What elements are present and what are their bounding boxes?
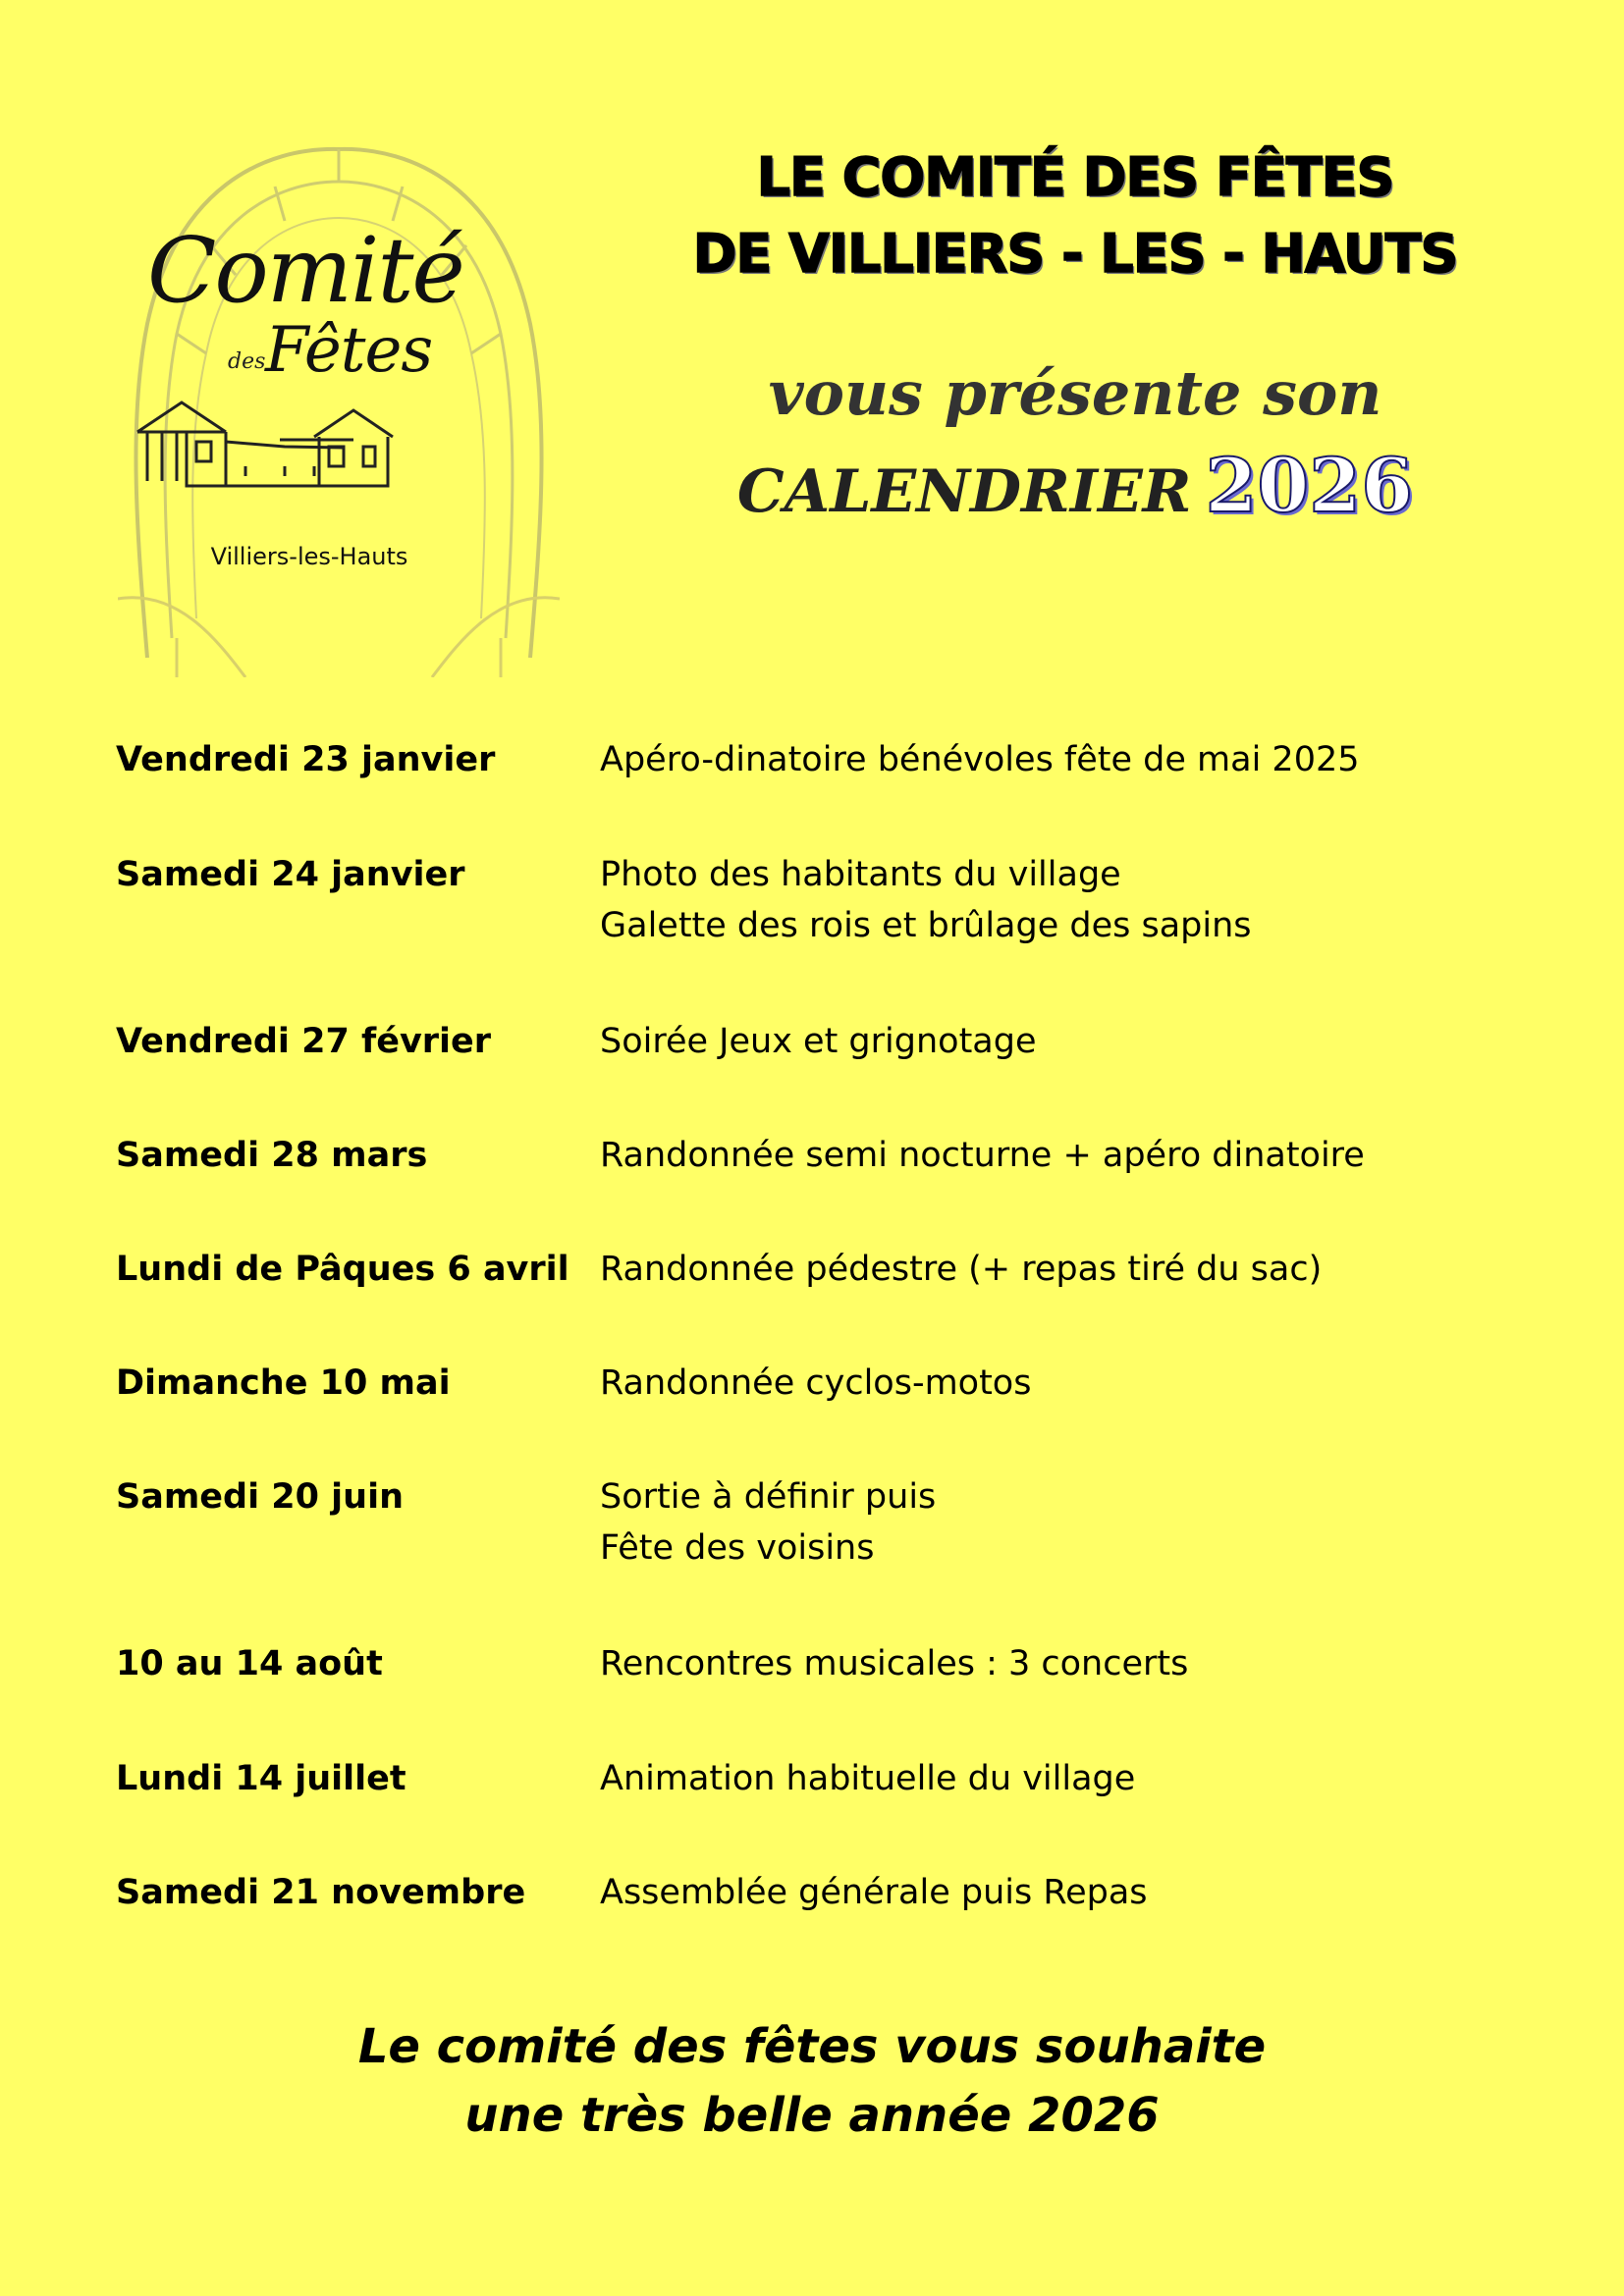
event-description — [600, 734, 1360, 785]
footer-line-2: une très belle année 2026 — [464, 2088, 1160, 2143]
event-line: Assemblée générale puis Repas — [600, 1873, 1148, 1912]
event-description — [600, 1471, 936, 1574]
event-line: Apéro-dinatoire bénévoles fête de mai 2025 — [600, 740, 1360, 779]
event-date: Samedi 24 janvier — [116, 855, 465, 894]
event-date: Dimanche 10 mai — [116, 1363, 451, 1403]
event-description — [600, 1753, 1135, 1804]
calendar-heading — [619, 442, 1532, 529]
event-description — [600, 1867, 1148, 1918]
event-row — [116, 1358, 1540, 1471]
event-row — [116, 849, 1540, 1016]
event-row — [116, 1244, 1540, 1358]
event-description — [600, 849, 1252, 951]
event-date: Lundi de Pâques 6 avril — [116, 1250, 569, 1289]
event-row — [116, 734, 1540, 849]
event-description — [600, 1016, 1037, 1067]
arch-drawing — [118, 128, 560, 677]
event-row — [116, 1867, 1540, 1926]
title-line-1: LE COMITÉ DES FÊTES — [756, 146, 1394, 208]
event-row — [116, 1130, 1540, 1244]
event-description — [600, 1244, 1322, 1295]
event-line: Galette des rois et brûlage des sapins — [600, 906, 1252, 945]
event-line: Randonnée pédestre (+ repas tiré du sac) — [600, 1250, 1323, 1289]
subtitle: vous présente son — [768, 357, 1382, 429]
event-line: Animation habituelle du village — [600, 1759, 1136, 1798]
logo-des-text: des — [228, 349, 266, 374]
event-line: Sortie à définir puis — [600, 1477, 937, 1517]
event-line: Randonnée semi nocturne + apéro dinatoire — [600, 1136, 1365, 1175]
logo-comite-text: Comité — [147, 218, 463, 323]
event-date: Samedi 20 juin — [116, 1477, 404, 1517]
event-line: Photo des habitants du village — [600, 855, 1121, 894]
event-description — [600, 1130, 1365, 1181]
footer-line-1: Le comité des fêtes vous souhaite — [357, 2019, 1267, 2074]
footer-greeting — [0, 2012, 1624, 2150]
event-row — [116, 1753, 1540, 1867]
calendar-word: CALENDRIER — [736, 457, 1192, 526]
calendar-year: 2026 — [1205, 442, 1414, 529]
event-date: Vendredi 27 février — [116, 1022, 492, 1061]
logo-village-text: Villiers-les-Hauts — [210, 543, 408, 570]
event-date: Vendredi 23 janvier — [116, 740, 496, 779]
event-date: Lundi 14 juillet — [116, 1759, 406, 1798]
event-description — [600, 1358, 1031, 1409]
event-line: Randonnée cyclos-motos — [600, 1363, 1032, 1403]
page-title — [619, 139, 1532, 293]
building-icon — [137, 402, 393, 486]
comite-logo — [118, 128, 560, 677]
event-description — [600, 1638, 1188, 1689]
event-line: Fête des voisins — [600, 1528, 875, 1568]
event-date: Samedi 21 novembre — [116, 1873, 526, 1912]
event-line: Rencontres musicales : 3 concerts — [600, 1644, 1189, 1683]
title-line-2: DE VILLIERS - LES - HAUTS — [692, 223, 1458, 285]
event-date: 10 au 14 août — [116, 1644, 383, 1683]
event-row — [116, 1016, 1540, 1130]
event-date: Samedi 28 mars — [116, 1136, 428, 1175]
logo-fetes-text: Fêtes — [265, 314, 433, 387]
event-line: Soirée Jeux et grignotage — [600, 1022, 1037, 1061]
event-row — [116, 1471, 1540, 1638]
event-list — [116, 734, 1540, 1926]
event-row — [116, 1638, 1540, 1753]
